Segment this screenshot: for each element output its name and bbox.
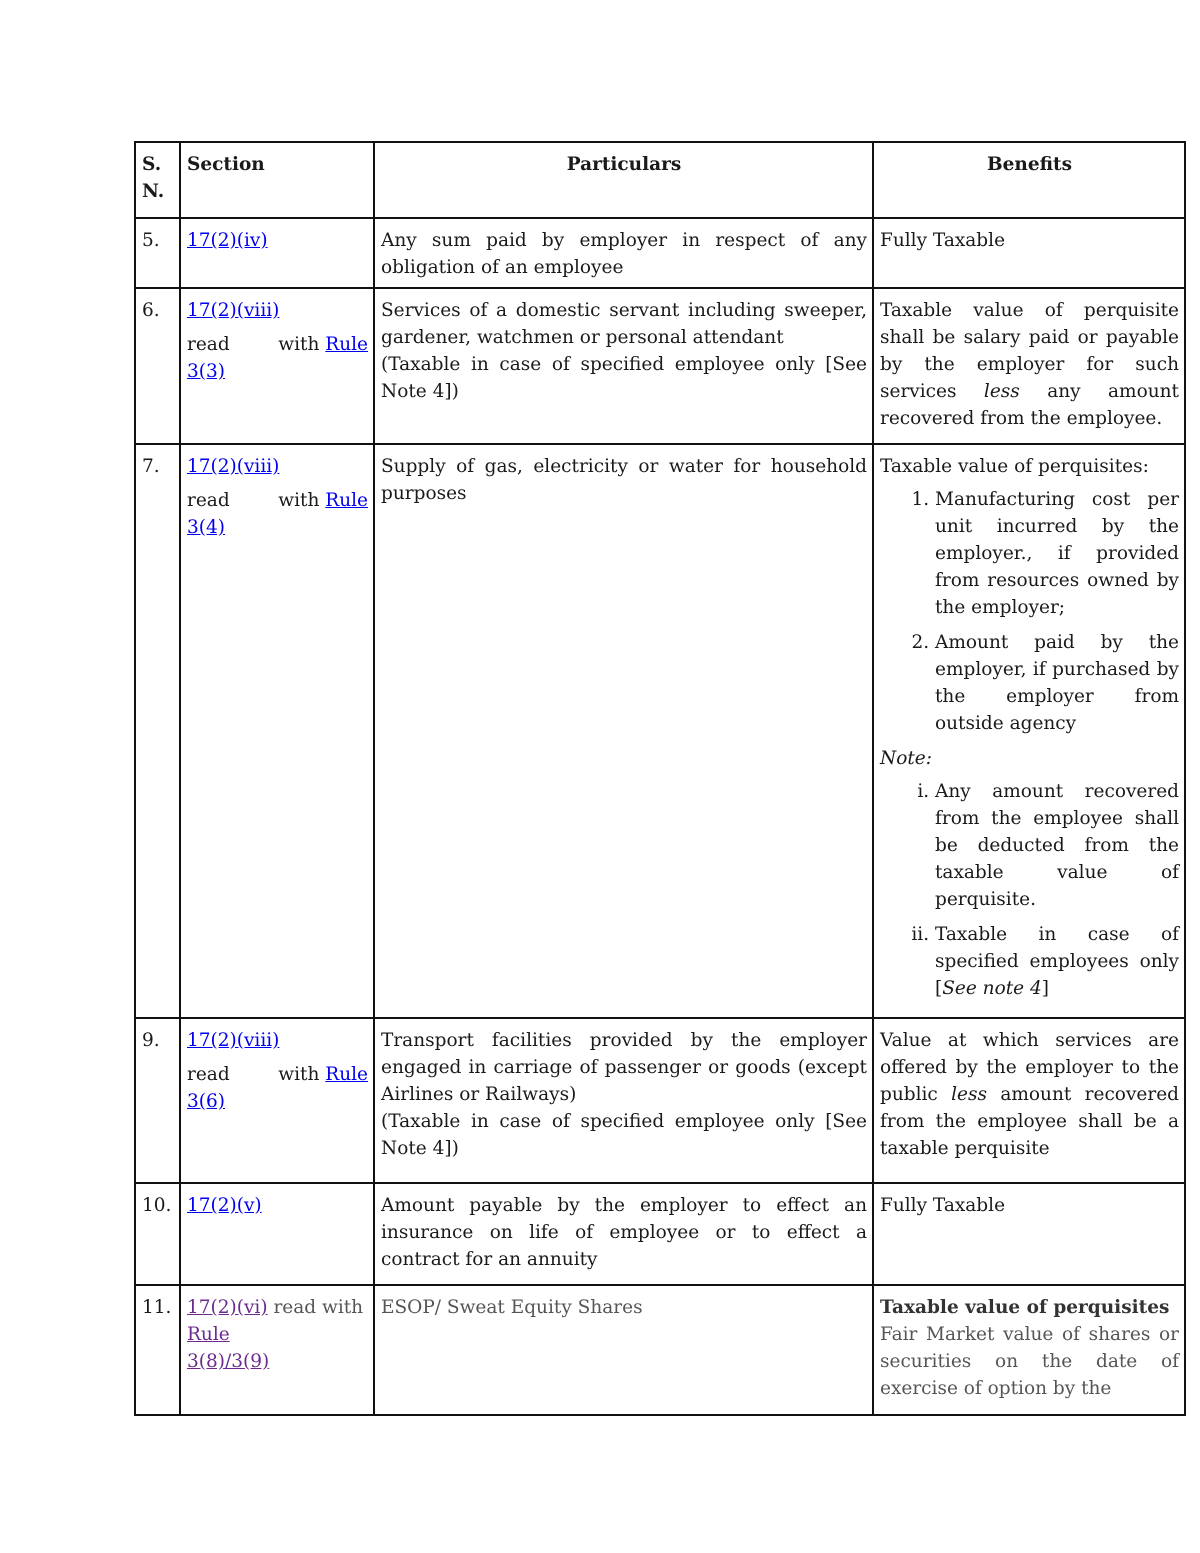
- row-number: 5.: [135, 218, 180, 288]
- benefits-text: [880, 1027, 1179, 1162]
- rule-link[interactable]: Rule: [187, 1324, 230, 1345]
- less-word: less: [951, 1084, 987, 1105]
- particulars-text: Supply of gas, electricity or water for household purposes: [381, 456, 867, 504]
- row-number: 6.: [135, 288, 180, 444]
- rule-link[interactable]: Rule: [325, 334, 368, 355]
- header-row: [135, 142, 1185, 218]
- note-text: Taxable in case of specified employees only [: [935, 924, 1179, 999]
- read-text: read: [187, 334, 230, 355]
- note-label-text: Note:: [880, 748, 932, 769]
- particulars-text: Amount payable by the employer to effect an insurance on life of employee or to effect a contract for an annuity: [381, 1195, 867, 1270]
- note-list: [880, 778, 1179, 1002]
- particulars-cell: [374, 1018, 873, 1183]
- benefits-cell: [873, 1018, 1185, 1183]
- section-link[interactable]: 17(2)(viii): [187, 456, 280, 477]
- benefits-text: Fully Taxable: [880, 1195, 1006, 1216]
- header-particulars: Particulars: [374, 142, 873, 218]
- benefits-list: [880, 486, 1179, 737]
- rule-number-link[interactable]: 3(6): [187, 1091, 225, 1112]
- list-item: 2. Amount paid by the employer, if purchased by the employer from outside agency: [935, 629, 1179, 737]
- benefits-cell: [873, 1183, 1185, 1285]
- section-cell: [180, 218, 374, 288]
- benefits-text-start: Taxable value of perquisite shall be salary paid or payable by the employer for such services: [880, 300, 1179, 402]
- particulars-cell: [374, 1285, 873, 1415]
- section-cell: [180, 1285, 374, 1415]
- benefits-text: Fair Market value of shares or securities on the date of exercise of option by the: [880, 1324, 1179, 1399]
- header-benefits: Benefits: [873, 142, 1185, 218]
- particulars-cell: [374, 218, 873, 288]
- rule-number-link[interactable]: 3(3): [187, 361, 225, 382]
- table-row: [135, 1018, 1185, 1183]
- list-item: i. Any amount recovered from the employee shall be deducted from the taxable value of perquisite.: [935, 778, 1179, 913]
- benefits-cell: [873, 288, 1185, 444]
- benefits-intro: Taxable value of perquisites:: [880, 456, 1149, 477]
- section-link[interactable]: 17(2)(vi): [187, 1297, 268, 1318]
- benefits-text-end: amount recovered from the employee shall be a taxable perquisite: [880, 1084, 1179, 1159]
- rule-number-link[interactable]: 3(4): [187, 517, 225, 538]
- benefits-text-start: Value at which services are offered by the employer to the public: [880, 1030, 1179, 1105]
- section-link[interactable]: 17(2)(iv): [187, 230, 268, 251]
- with-text: with: [278, 1064, 320, 1085]
- row-number: 7.: [135, 444, 180, 1018]
- table-row: [135, 444, 1185, 1018]
- note-close: ]: [1041, 978, 1049, 999]
- particulars-text: Transport facilities provided by the employer engaged in carriage of passenger or goods (except Airlines or Railways): [381, 1030, 867, 1105]
- particulars-note: (Taxable in case of specified employee only [See Note 4]): [381, 1111, 867, 1159]
- particulars-text: Services of a domestic servant including sweeper, gardener, watchmen or personal attendant: [381, 300, 867, 348]
- row-number: 10.: [135, 1183, 180, 1285]
- section-cell: [180, 288, 374, 444]
- table-row: [135, 1183, 1185, 1285]
- rule-link[interactable]: Rule: [325, 1064, 368, 1085]
- header-section: Section: [180, 142, 374, 218]
- table-row: [135, 288, 1185, 444]
- list-item: [935, 921, 1179, 1002]
- header-sn: S. N.: [135, 142, 180, 218]
- with-text: with: [278, 490, 320, 511]
- read-with-text: read with: [273, 1297, 364, 1318]
- section-cell: [180, 1183, 374, 1285]
- benefits-text-end: any amount recovered from the employee.: [880, 381, 1179, 429]
- particulars-text: Any sum paid by employer in respect of any obligation of an employee: [381, 230, 867, 278]
- row-number: 9.: [135, 1018, 180, 1183]
- particulars-cell: [374, 444, 873, 1018]
- row-number: 11.: [135, 1285, 180, 1415]
- section-cell: [180, 444, 374, 1018]
- read-with-line: [187, 331, 368, 358]
- particulars-text: ESOP/ Sweat Equity Shares: [381, 1297, 643, 1318]
- read-with-line: [187, 487, 368, 514]
- note-label: [880, 745, 1179, 772]
- particulars-cell: [374, 1183, 873, 1285]
- section-cell: [180, 1018, 374, 1183]
- read-with-line: [187, 1061, 368, 1088]
- see-note-text: See note 4: [942, 978, 1042, 999]
- read-text: read: [187, 490, 230, 511]
- section-link[interactable]: 17(2)(viii): [187, 1030, 280, 1051]
- benefits-cell: [873, 218, 1185, 288]
- benefits-cell: [873, 444, 1185, 1018]
- benefits-text: Fully Taxable: [880, 230, 1006, 251]
- benefits-text: [880, 297, 1179, 432]
- benefits-heading: Taxable value of perquisites: [880, 1297, 1170, 1318]
- table-row: [135, 218, 1185, 288]
- rule-link[interactable]: Rule: [325, 490, 368, 511]
- rule-number-link[interactable]: 3(8)/3(9): [187, 1351, 270, 1372]
- read-text: read: [187, 1064, 230, 1085]
- with-text: with: [278, 334, 320, 355]
- perquisites-table: [134, 141, 1186, 1416]
- particulars-cell: [374, 288, 873, 444]
- particulars-note: (Taxable in case of specified employee only [See Note 4]): [381, 354, 867, 402]
- table-row: [135, 1285, 1185, 1415]
- section-link[interactable]: 17(2)(viii): [187, 300, 280, 321]
- benefits-cell: [873, 1285, 1185, 1415]
- list-item: 1. Manufacturing cost per unit incurred by the employer., if provided from resources owned by the employer;: [935, 486, 1179, 621]
- less-word: less: [983, 381, 1020, 402]
- section-link[interactable]: 17(2)(v): [187, 1195, 262, 1216]
